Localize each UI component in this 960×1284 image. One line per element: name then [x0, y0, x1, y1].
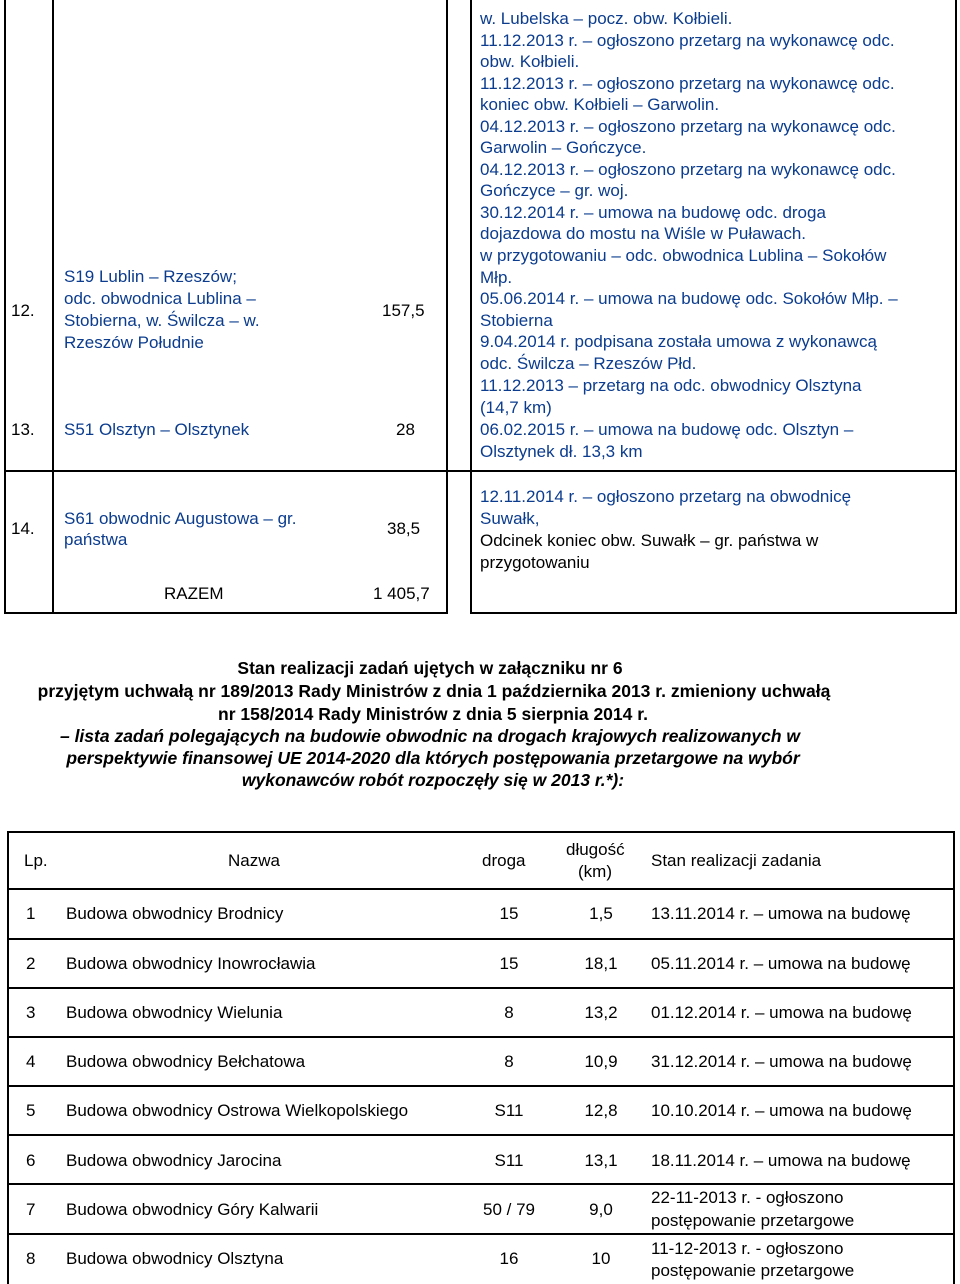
row-name: Budowa obwodnicy Jarocina — [66, 1151, 282, 1170]
status-line: 11.12.2013 – przetarg na odc. obwodnicy Olsztyna — [480, 376, 862, 395]
total-value: 1 405,7 — [373, 584, 430, 603]
table-border — [7, 1036, 955, 1038]
row-status: 13.11.2014 r. – umowa na budowę — [651, 904, 911, 923]
table-border — [7, 888, 955, 890]
table-border — [4, 0, 6, 614]
status-line: 05.06.2014 r. – umowa na budowę odc. Sokołów Młp. – — [480, 289, 898, 308]
status-line: Odcinek koniec obw. Suwałk – gr. państwa w — [480, 531, 819, 550]
table-border — [7, 1134, 955, 1136]
table-border — [7, 831, 955, 833]
row-status: postępowanie przetargowe — [651, 1261, 855, 1280]
status-line: Olsztynek dł. 13,3 km — [480, 442, 643, 461]
row-lp: 1 — [26, 904, 36, 923]
road-name-line: S61 obwodnic Augustowa – gr. — [64, 509, 297, 528]
table-border — [4, 470, 957, 472]
header-road: droga — [482, 851, 526, 870]
heading-line: Stan realizacji zadań ujętych w załączniku nr 6 — [237, 658, 623, 678]
row-lp: 4 — [26, 1052, 36, 1071]
row-number: 14. — [11, 519, 35, 538]
row-length: 13,2 — [584, 1003, 618, 1022]
status-line: 11.12.2013 r. – ogłoszono przetarg na wykonawcę odc. — [480, 30, 895, 50]
row-lp: 2 — [26, 954, 36, 973]
road-length: 38,5 — [387, 519, 421, 538]
table-border — [953, 831, 955, 1284]
table-border — [446, 0, 448, 614]
row-name: Budowa obwodnicy Bełchatowa — [66, 1052, 306, 1071]
row-length: 13,1 — [584, 1151, 618, 1170]
road-length: 28 — [396, 420, 415, 439]
table-border — [7, 1233, 955, 1235]
status-line: obw. Kołbieli. — [480, 52, 580, 71]
status-line: Garwolin – Gończyce. — [480, 138, 647, 157]
table-border — [52, 0, 54, 572]
row-status: 05.11.2014 r. – umowa na budowę — [651, 954, 911, 973]
road-name-line: Rzeszów Południe — [64, 333, 204, 352]
status-line: koniec obw. Kołbieli – Garwolin. — [480, 95, 720, 114]
status-line: 04.12.2013 r. – ogłoszono przetarg na wykonawcę odc. — [480, 159, 896, 179]
header-length: długość — [566, 840, 625, 859]
table-border — [7, 831, 9, 1284]
row-length: 12,8 — [584, 1101, 618, 1120]
row-status: 01.12.2014 r. – umowa na budowę — [651, 1003, 912, 1022]
status-line: dojazdowa do mostu na Wiśle w Puławach. — [480, 224, 806, 243]
row-road: S11 — [494, 1101, 524, 1120]
row-road: 16 — [499, 1249, 519, 1268]
row-road: 15 — [499, 954, 519, 973]
table-border — [7, 1085, 955, 1087]
table-border — [470, 0, 472, 614]
row-lp: 5 — [26, 1101, 36, 1120]
total-label: RAZEM — [164, 584, 224, 603]
status-line: Gończyce – gr. woj. — [480, 181, 629, 200]
status-line: Stobierna — [480, 310, 553, 330]
row-road: 8 — [504, 1052, 514, 1071]
status-line: 04.12.2013 r. – ogłoszono przetarg na wykonawcę odc. — [480, 116, 896, 136]
table-border — [7, 1183, 955, 1185]
table-border — [7, 938, 955, 940]
status-line: 30.12.2014 r. – umowa na budowę odc. droga — [480, 202, 826, 222]
status-line: odc. Świlcza – Rzeszów Płd. — [480, 353, 697, 373]
table-border — [955, 0, 957, 614]
road-name-line: Stobierna, w. Świlcza – w. — [64, 311, 260, 330]
table-border — [470, 612, 957, 614]
road-name-line: odc. obwodnica Lublina – — [64, 289, 256, 308]
heading-italic-line: wykonawców robót rozpoczęły się w 2013 r.*): — [241, 770, 625, 790]
header-length-unit: (km) — [578, 862, 612, 881]
row-length: 10,9 — [584, 1052, 618, 1071]
row-length: 1,5 — [589, 904, 613, 923]
row-length: 9,0 — [589, 1200, 613, 1219]
table-border — [7, 987, 955, 989]
table-border — [4, 612, 448, 614]
row-road: 50 / 79 — [483, 1200, 535, 1219]
row-status: 11-12-2013 r. - ogłoszono — [651, 1239, 844, 1258]
road-length: 157,5 — [382, 301, 425, 320]
row-name: Budowa obwodnicy Inowrocławia — [66, 954, 316, 973]
header-lp: Lp. — [24, 851, 48, 870]
row-length: 18,1 — [584, 954, 618, 973]
row-status: 18.11.2014 r. – umowa na budowę — [651, 1151, 911, 1170]
row-lp: 6 — [26, 1151, 36, 1170]
row-name: Budowa obwodnicy Wielunia — [66, 1003, 283, 1022]
status-line: 11.12.2013 r. – ogłoszono przetarg na wykonawcę odc. — [480, 73, 895, 93]
row-road: 8 — [504, 1003, 514, 1022]
heading-line: przyjętym uchwałą nr 189/2013 Rady Ministrów z dnia 1 października 2013 r. zmieniony uchwałą — [37, 681, 831, 701]
road-name-line: państwa — [64, 530, 128, 549]
row-length: 10 — [591, 1249, 611, 1268]
status-line: 06.02.2015 r. – umowa na budowę odc. Olsztyn – — [480, 420, 854, 439]
row-lp: 7 — [26, 1200, 36, 1219]
heading-line: nr 158/2014 Rady Ministrów z dnia 5 sierpnia 2014 r. — [218, 704, 648, 724]
row-road: 15 — [499, 904, 519, 923]
row-name: Budowa obwodnicy Ostrowa Wielkopolskiego — [66, 1101, 409, 1120]
row-number: 12. — [11, 301, 35, 320]
header-status: Stan realizacji zadania — [651, 851, 822, 870]
heading-italic-line: – lista zadań polegających na budowie obwodnic na drogach krajowych realizowanych w — [59, 726, 801, 746]
status-line: przygotowaniu — [480, 553, 590, 572]
row-status: 31.12.2014 r. – umowa na budowę — [651, 1052, 912, 1071]
road-name-line: S19 Lublin – Rzeszów; — [64, 267, 237, 286]
row-name: Budowa obwodnicy Góry Kalwarii — [66, 1200, 319, 1219]
row-lp: 8 — [26, 1249, 36, 1268]
status-line: Młp. — [480, 267, 513, 287]
row-road: S11 — [494, 1151, 524, 1170]
status-line: Suwałk, — [480, 509, 540, 528]
status-line: (14,7 km) — [480, 398, 552, 417]
status-line: w przygotowaniu – odc. obwodnica Lublina – Sokołów — [480, 246, 887, 265]
row-lp: 3 — [26, 1003, 36, 1022]
header-name: Nazwa — [228, 851, 280, 870]
row-status: 22-11-2013 r. - ogłoszono — [651, 1188, 844, 1207]
row-number: 13. — [11, 420, 35, 439]
row-name: Budowa obwodnicy Brodnicy — [66, 904, 284, 923]
status-line: w. Lubelska – pocz. obw. Kołbieli. — [480, 9, 733, 28]
row-status: 10.10.2014 r. – umowa na budowę — [651, 1101, 912, 1120]
road-name-line: S51 Olsztyn – Olsztynek — [64, 420, 250, 439]
heading-italic-line: perspektywie finansowej UE 2014-2020 dla których postępowania przetargowe na wybór — [66, 748, 800, 768]
status-line: 9.04.2014 r. podpisana została umowa z wykonawcą — [480, 332, 877, 351]
table-border — [52, 572, 54, 614]
status-line: 12.11.2014 r. – ogłoszono przetarg na obwodnicę — [480, 487, 852, 506]
row-name: Budowa obwodnicy Olsztyna — [66, 1249, 284, 1268]
row-status: postępowanie przetargowe — [651, 1211, 855, 1230]
